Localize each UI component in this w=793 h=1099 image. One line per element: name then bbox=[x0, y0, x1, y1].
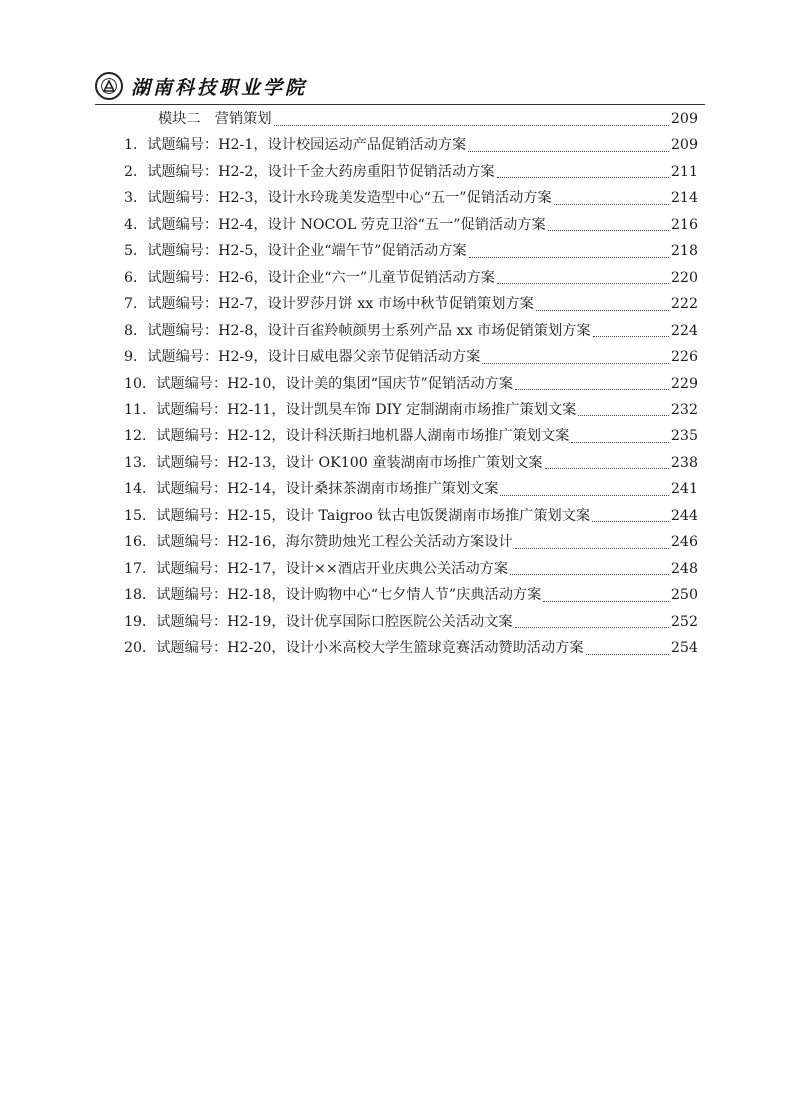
toc-page-number: 248 bbox=[670, 560, 698, 577]
toc-entry-title: 6．试题编号：H2-6，设计企业“六一”儿童节促销活动方案 bbox=[124, 269, 495, 286]
dot-leader bbox=[592, 521, 669, 522]
toc-page-number: 209 bbox=[670, 111, 698, 127]
toc-entry-title: 1．试题编号：H2-1，设计校园运动产品促销活动方案 bbox=[124, 137, 467, 154]
toc-page-number: 218 bbox=[670, 243, 698, 260]
toc-module-line[interactable] bbox=[158, 106, 698, 132]
dot-leader bbox=[497, 177, 669, 178]
toc-page-number: 209 bbox=[670, 137, 698, 154]
dot-leader bbox=[515, 627, 669, 628]
toc-entry-title: 4．试题编号：H2-4，设计 NOCOL 劳克卫浴“五一”促销活动方案 bbox=[124, 216, 546, 233]
dot-leader bbox=[578, 415, 669, 416]
toc-entry-title: 10．试题编号：H2-10，设计美的集团“国庆节”促销活动方案 bbox=[124, 375, 513, 392]
dot-leader bbox=[554, 204, 669, 205]
dot-leader bbox=[274, 125, 669, 126]
toc-page-number: 214 bbox=[670, 190, 698, 207]
toc-entry-title: 18．试题编号：H2-18，设计购物中心“七夕情人节”庆典活动方案 bbox=[124, 587, 542, 604]
toc-entry-title: 17．试题编号：H2-17，设计××酒店开业庆典公关活动方案 bbox=[124, 560, 509, 577]
dot-leader bbox=[515, 389, 669, 390]
seal-emblem-icon bbox=[101, 78, 117, 94]
toc-entry-title: 13．试题编号：H2-13，设计 OK100 童装湖南市场推广策划文案 bbox=[124, 454, 543, 471]
toc-entry-title: 2．试题编号：H2-2，设计千金大药房重阳节促销活动方案 bbox=[124, 163, 495, 180]
dot-leader bbox=[468, 151, 669, 152]
dot-leader bbox=[548, 230, 669, 231]
institution-name: 湖南科技职业学院 bbox=[131, 76, 308, 99]
toc-entry[interactable] bbox=[124, 423, 698, 449]
toc-page-number: 238 bbox=[670, 454, 698, 471]
toc-entry-title: 20．试题编号：H2-20，设计小米高校大学生篮球竞赛活动赞助活动方案 bbox=[124, 640, 584, 656]
toc-entry[interactable] bbox=[124, 185, 698, 211]
toc-entry-title: 12．试题编号：H2-12，设计科沃斯扫地机器人湖南市场推广策划文案 bbox=[124, 428, 570, 445]
toc-entry-title: 11．试题编号：H2-11，设计凯昊车饰 DIY 定制湖南市场推广策划文案 bbox=[124, 401, 577, 418]
toc-entry-title: 5．试题编号：H2-5，设计企业“端午节”促销活动方案 bbox=[124, 243, 467, 260]
dot-leader bbox=[593, 336, 669, 337]
dot-leader bbox=[515, 548, 669, 549]
toc-entry[interactable] bbox=[124, 582, 698, 608]
toc-entry[interactable] bbox=[124, 238, 698, 264]
toc-entry-title: 8．试题编号：H2-8，设计百雀羚帧颜男士系列产品 xx 市场促销策划方案 bbox=[124, 322, 591, 339]
toc-entry-title: 3．试题编号：H2-3，设计水玲珑美发造型中心“五一”促销活动方案 bbox=[124, 190, 552, 207]
toc-entry[interactable] bbox=[124, 476, 698, 502]
toc-page-number: 222 bbox=[670, 296, 698, 313]
dot-leader bbox=[536, 310, 669, 311]
toc-entry[interactable] bbox=[124, 291, 698, 317]
toc-entry[interactable] bbox=[124, 159, 698, 185]
toc-page-number: 232 bbox=[670, 401, 698, 418]
toc-entry[interactable] bbox=[124, 397, 698, 423]
toc-page-number: 224 bbox=[670, 322, 698, 339]
toc-entry[interactable] bbox=[124, 609, 698, 635]
toc-page-number: 235 bbox=[670, 428, 698, 445]
toc-page-number: 211 bbox=[670, 163, 698, 180]
dot-leader bbox=[497, 283, 669, 284]
header-divider bbox=[95, 104, 705, 105]
dot-leader bbox=[586, 654, 669, 655]
toc-entry-title: 15．试题编号：H2-15，设计 Taigroo 钛古电饭煲湖南市场推广策划文案 bbox=[124, 507, 591, 524]
toc-entry[interactable] bbox=[124, 503, 698, 529]
toc-entry[interactable] bbox=[124, 132, 698, 158]
toc-entry-title: 模块二 营销策划 bbox=[158, 111, 272, 127]
toc-page-number: 229 bbox=[670, 375, 698, 392]
toc-page-number: 254 bbox=[670, 640, 698, 656]
dot-leader bbox=[500, 495, 668, 496]
toc-entry-title: 9．试题编号：H2-9，设计日威电器父亲节促销活动方案 bbox=[124, 349, 481, 366]
dot-leader bbox=[543, 601, 669, 602]
dot-leader bbox=[545, 468, 669, 469]
toc-page-number: 252 bbox=[670, 613, 698, 630]
toc-entry[interactable] bbox=[124, 265, 698, 291]
toc-page-number: 246 bbox=[670, 534, 698, 551]
page-header bbox=[95, 72, 307, 100]
toc-entry-title: 19．试题编号：H2-19，设计优享国际口腔医院公关活动文案 bbox=[124, 613, 513, 630]
toc-entry[interactable] bbox=[124, 318, 698, 344]
dot-leader bbox=[469, 257, 669, 258]
toc-entry[interactable] bbox=[124, 635, 698, 661]
toc-page-number: 216 bbox=[670, 216, 698, 233]
toc-entry[interactable] bbox=[124, 344, 698, 370]
toc-entry[interactable] bbox=[124, 529, 698, 555]
toc-page-number: 250 bbox=[670, 587, 698, 604]
dot-leader bbox=[571, 442, 669, 443]
toc-entry[interactable] bbox=[124, 212, 698, 238]
dot-leader bbox=[510, 574, 669, 575]
dot-leader bbox=[482, 363, 669, 364]
toc-entry-title: 16．试题编号：H2-16，海尔赞助烛光工程公关活动方案设计 bbox=[124, 534, 513, 551]
toc-page-number: 226 bbox=[670, 349, 698, 366]
toc-page-number: 220 bbox=[670, 269, 698, 286]
toc-entry[interactable] bbox=[124, 371, 698, 397]
toc-entry[interactable] bbox=[124, 450, 698, 476]
toc-entry[interactable] bbox=[124, 556, 698, 582]
toc-page-number: 244 bbox=[670, 507, 698, 524]
college-seal-logo bbox=[95, 72, 123, 100]
toc-entry-title: 14．试题编号：H2-14，设计桑抹茶湖南市场推广策划文案 bbox=[124, 481, 499, 498]
toc-page-number: 241 bbox=[670, 481, 698, 498]
toc-entry-title: 7．试题编号：H2-7，设计罗莎月饼 xx 市场中秋节促销策划方案 bbox=[124, 296, 534, 313]
